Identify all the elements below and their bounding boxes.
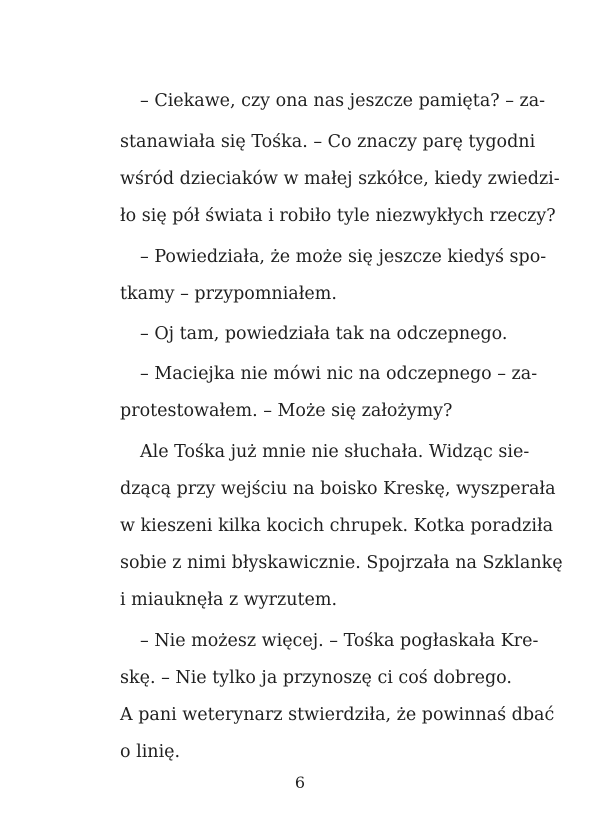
text-line: – Oj tam, powiedziała tak na odczepnego.	[140, 324, 508, 344]
text-line: ło się pół świata i robiło tyle niezwykłych rzeczy?	[120, 206, 556, 226]
text-line: tkamy – przypomniałem.	[120, 284, 337, 304]
text-line: protestowałem. – Może się założymy?	[120, 401, 453, 421]
text-line: – Nie możesz więcej. – Tośka pogłaskała Kre-	[140, 631, 539, 651]
text-line: – Powiedziała, że może się jeszcze kiedyś spo-	[140, 247, 547, 267]
text-line: Ale Tośka już mnie nie słuchała. Widząc sie-	[140, 442, 530, 462]
text-line: w kieszeni kilka kocich chrupek. Kotka poradziła	[120, 516, 554, 536]
text-line: – Ciekawe, czy ona nas jeszcze pamięta? – za-	[140, 91, 546, 111]
text-line: sobie z nimi błyskawicznie. Spojrzała na Szklankę	[120, 553, 563, 573]
text-line: stanawiała się Tośka. – Co znaczy parę tygodni	[120, 132, 536, 152]
text-line: wśród dzieciaków w małej szkółce, kiedy zwiedzi-	[120, 169, 560, 189]
text-line: – Maciejka nie mówi nic na odczepnego – za-	[140, 364, 538, 384]
text-line: A pani weterynarz stwierdziła, że powinnaś dbać	[120, 705, 555, 725]
text-line: skę. – Nie tylko ja przynoszę ci coś dobrego.	[120, 668, 512, 688]
text-line: i miauknęła z wyrzutem.	[120, 590, 338, 610]
text-line: dzącą przy wejściu na boisko Kreskę, wyszperała	[120, 479, 556, 499]
text-line: o linię.	[120, 742, 181, 762]
page-number: 6	[294, 773, 306, 792]
